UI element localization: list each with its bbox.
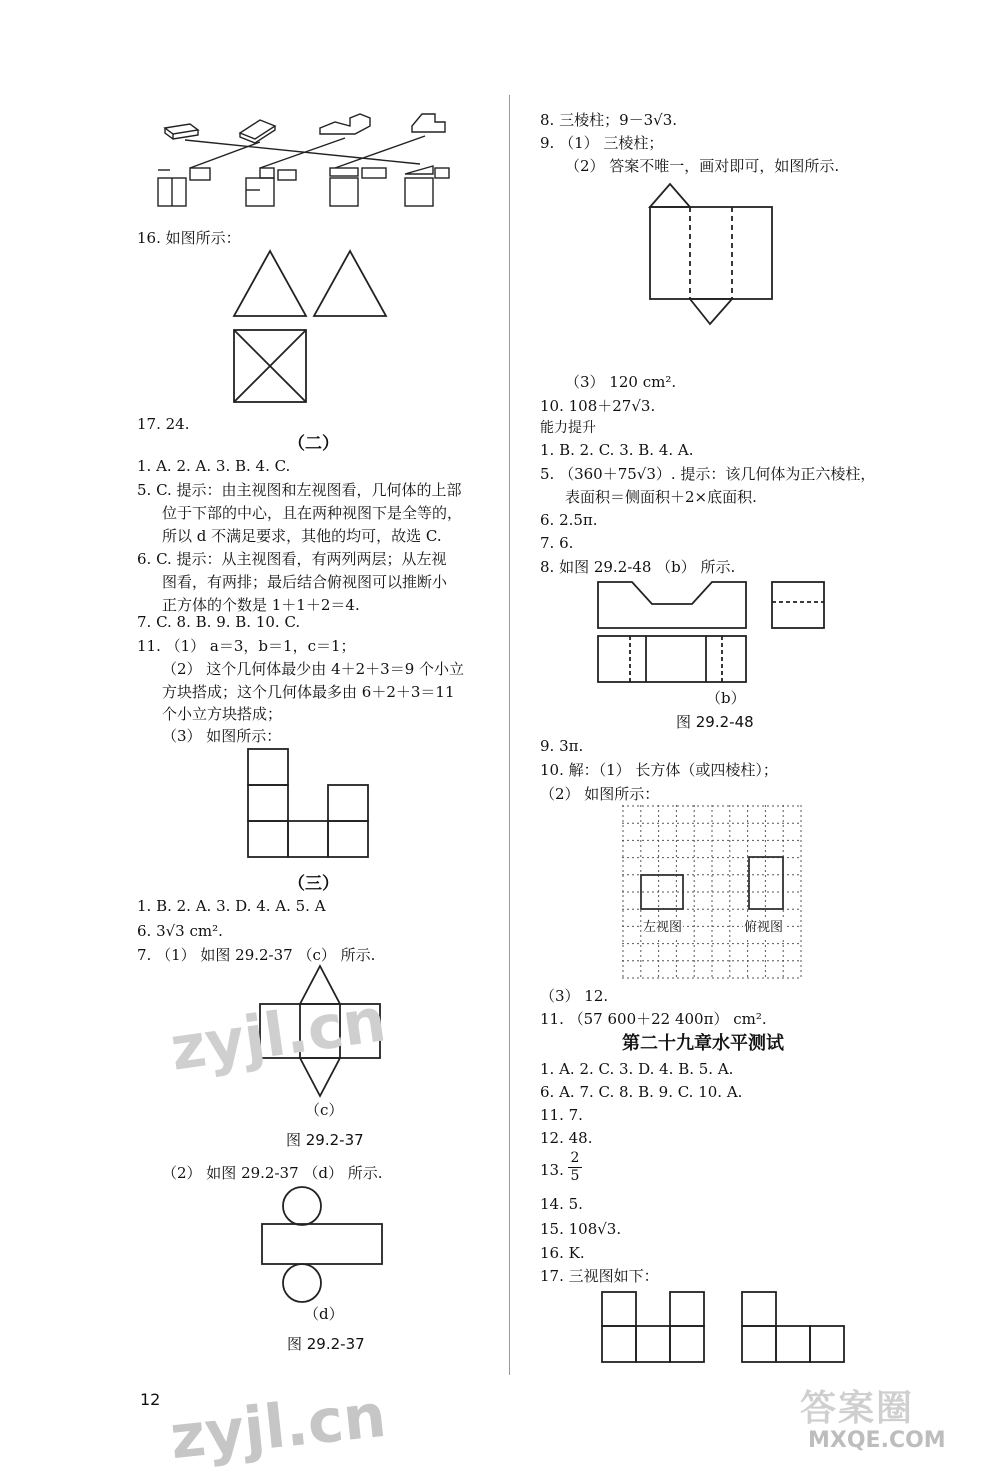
answers-7-10: 7. C. 8. B. 9. B. 10. C. (137, 613, 301, 631)
answer-s5-line2: 表面积＝侧面积＋2×底面积. (565, 488, 757, 506)
answer-6-line3: 正方体的个数是 1＋1＋2＝4. (162, 596, 360, 614)
answer-17: 17. 24. (137, 415, 190, 433)
answer-7-2: （2） 如图 29.2-37 （d） 所示. (162, 1164, 383, 1182)
answer-s11: 11. （57 600＋22 400π） cm². (540, 1010, 767, 1028)
test-answer-17: 17. 三视图如下： (540, 1267, 659, 1285)
answers-s1-4: 1. B. 2. C. 3. B. 4. A. (540, 441, 694, 459)
figure-caption-29-2-48: 图 29.2-48 (676, 713, 754, 731)
answer-6: 6. 3√3 cm². (137, 922, 223, 940)
answer-5-line1: 5. C. 提示：由主视图和左视图看，几何体的上部 (137, 481, 462, 499)
answer-r10: 10. 108＋27√3. (540, 397, 656, 415)
watermark-answer-logo: 答案圈 (800, 1388, 915, 1429)
answer-6-line1: 6. C. 提示：从主视图看，有两列两层；从左视 (137, 550, 447, 568)
answer-16: 16. 如图所示： (137, 229, 241, 247)
answer-5-line2: 位于下部的中心，且在两种视图下是全等的， (162, 504, 463, 522)
test-answer-16: 16. K. (540, 1244, 585, 1262)
three-view-figure (230, 248, 390, 408)
answer-s10-3: （3） 12. (540, 987, 609, 1005)
test-answer-13-label: 13. (540, 1161, 564, 1179)
matching-figure (150, 108, 450, 218)
subsection-ability: 能力提升 (540, 420, 596, 436)
caption-b: （b） (706, 689, 746, 707)
fraction-denominator: 5 (568, 1167, 582, 1185)
answer-s7: 7. 6. (540, 534, 574, 552)
answer-7-1: 7. （1） 如图 29.2-37 （c） 所示. (137, 946, 376, 964)
test-answers-1-5: 1. A. 2. C. 3. D. 4. B. 5. A. (540, 1060, 734, 1078)
answer-11-line2: （2） 这个几何体最少由 4＋2＋3＝9 个小立 (162, 660, 465, 678)
section-heading-2: （二） (288, 434, 339, 454)
label-top-view: 俯视图 (743, 918, 784, 938)
answer-11-line5: （3） 如图所示： (162, 727, 282, 745)
answer-r9-2: （2） 答案不唯一，画对即可，如图所示. (565, 157, 840, 175)
column-divider (509, 95, 510, 1375)
answer-6-line2: 图看，有两排；最后结合俯视图可以推断小 (162, 573, 448, 591)
answer-11-line3: 方块搭成；这个几何体最多由 6＋2＋3＝11 (162, 683, 455, 701)
test-answer-14: 14. 5. (540, 1195, 583, 1213)
answer-11-line4: 个小立方块搭成； (162, 705, 283, 723)
chapter-test-title: 第二十九章水平测试 (622, 1033, 784, 1054)
cube-view-figure (247, 748, 369, 860)
test-answer-15: 15. 108√3. (540, 1220, 622, 1238)
fraction-two-fifths (568, 1150, 582, 1185)
watermark-zyjl-bottom: zyjl.cn (166, 1380, 390, 1473)
answer-r9-3: （3） 120 cm². (565, 373, 677, 391)
triangular-prism-net (648, 182, 774, 328)
cylinder-net-figure-d (260, 1186, 384, 1306)
answer-s8: 8. 如图 29.2-48 （b） 所示. (540, 558, 736, 576)
caption-d: （d） (304, 1305, 344, 1323)
test-answer-11: 11. 7. (540, 1106, 583, 1124)
test-answer-12: 12. 48. (540, 1129, 593, 1147)
watermark-mxqe: MXQE.COM (808, 1428, 946, 1453)
label-left-view: 左视图 (642, 918, 683, 938)
figure-29-2-48-b (596, 580, 826, 686)
figure-caption-29-2-37-b: 图 29.2-37 (287, 1335, 365, 1353)
test-answers-6-10: 6. A. 7. C. 8. B. 9. C. 10. A. (540, 1083, 743, 1101)
answer-r9-1: 9. （1） 三棱柱； (540, 134, 664, 152)
answer-s10-2: （2） 如图所示： (540, 785, 660, 803)
fraction-numerator: 2 (570, 1150, 580, 1166)
figure-caption-29-2-37-a: 图 29.2-37 (286, 1131, 364, 1149)
answer-r8: 8. 三棱柱；9－3√3. (540, 111, 678, 129)
answer-5-line3: 所以 d 不满足要求，其他的均可，故选 C. (162, 527, 442, 545)
answer-s6: 6. 2.5π. (540, 511, 598, 529)
three-views-answer-17 (600, 1290, 850, 1364)
watermark-zyjl-middle: zyjl.cn (166, 985, 391, 1085)
answer-s5-line1: 5. （360＋75√3）. 提示：该几何体为正六棱柱， (540, 465, 876, 483)
answer-s9: 9. 3π. (540, 737, 584, 755)
page-number: 12 (140, 1390, 161, 1409)
section-heading-3: （三） (288, 874, 339, 894)
answer-s10-1: 10. 解：（1） 长方体（或四棱柱）； (540, 761, 778, 779)
answers-1-4: 1. A. 2. A. 3. B. 4. C. (137, 457, 291, 475)
grid-figure (622, 805, 802, 979)
answers-1-5: 1. B. 2. A. 3. D. 4. A. 5. A (137, 897, 326, 915)
answer-11-line1: 11. （1） a＝3，b＝1，c＝1； (137, 637, 356, 655)
caption-c: （c） (305, 1101, 344, 1119)
